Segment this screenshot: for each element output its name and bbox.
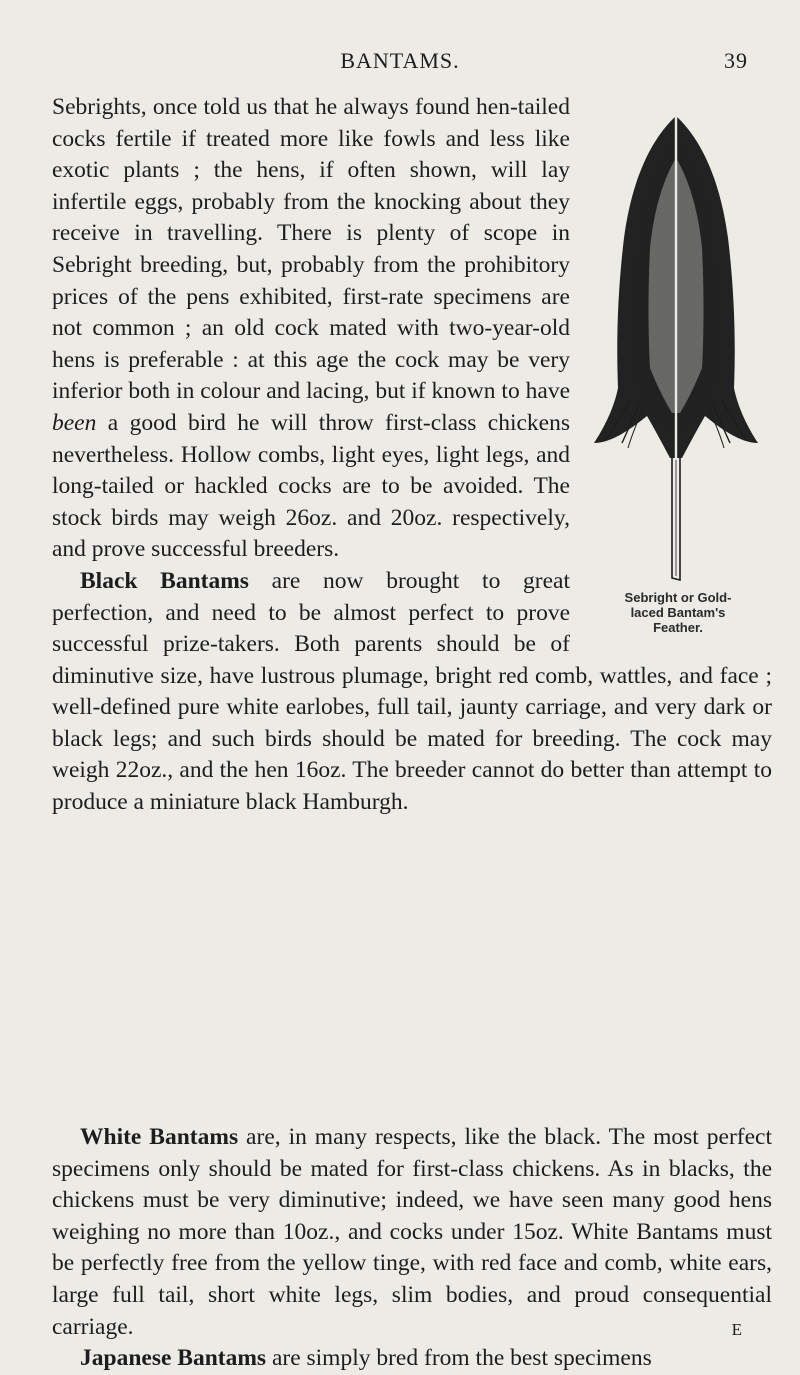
caption-line-1: Sebright or Gold- (624, 590, 732, 605)
signature-mark: E (731, 1320, 742, 1339)
body-text-lower (52, 1122, 772, 1375)
paragraph-japanese-bantams (52, 1343, 772, 1375)
feather-illustration-icon (592, 98, 760, 588)
feather-figure (584, 98, 772, 644)
japanese-bantams-text: are simply bred from the best specimens (266, 1345, 652, 1372)
white-bantams-heading: White Bantams (80, 1124, 239, 1150)
paragraph-white-bantams (52, 1122, 772, 1343)
caption-line-3: Feather. (653, 620, 703, 635)
emphasis-been: been (52, 409, 97, 436)
paragraph-sebrights-a: Sebrights, once told us that he always found hen-tailed cocks fertile if treated more like fowls and less like exotic plants ; the hens, if often shown, will lay infertile eggs, probably from the knocking about they receive in travelling. There is plenty of scope in Sebright breeding, but, probably from the prohibitory prices of the pens exhibited, first-rate specimens are not common ; an old cock mated with two-year-old hens is preferable : at this age the cock may be very inferior both in colour and lacing, but if known to have (52, 94, 570, 405)
running-head (0, 48, 800, 80)
japanese-bantams-heading: Japanese Bantams (80, 1345, 267, 1372)
paragraph-sebrights-b: a good bird he will throw first-class chickens nevertheless. Hollow combs, light eyes, light legs, and long-tailed or hackled cocks are to be avoided. The stock birds may weigh 26oz. and 20oz. respectively, and prove successful breeders. (52, 409, 570, 563)
black-bantams-text: are now brought to great perfection, and need to be almost perfect to prove successful prize-takers. Both parents should be of diminutive size, have lustrous plumage, bright red comb, wattles, and face ; well-defined pure white earlobes, full tail, jaunty carriage, and very dark or black legs; and such birds should be mated for breeding. The cock may weigh 22oz., and the hen 16oz. The breeder cannot do better than attempt to produce a miniature black Hamburgh. (52, 567, 772, 816)
running-title: BANTAMS. (340, 48, 460, 73)
white-bantams-text: are, in many respects, like the black. The most perfect specimens only should be mated for first-class chickens. As in blacks, the chickens must be very diminutive; indeed, we have seen many good hens weighing no more than 10oz., and cocks under 15oz. White Bantams must be perfectly free from the yellow tinge, with red face and comb, white ears, large full tail, short white legs, slim bodies, and proud consequential carriage. (52, 1124, 772, 1340)
figure-caption (584, 590, 772, 635)
body-text-upper (52, 92, 772, 819)
black-bantams-heading: Black Bantams (80, 567, 249, 594)
caption-line-2: laced Bantam's (630, 605, 726, 620)
page-number: 39 (724, 48, 748, 73)
